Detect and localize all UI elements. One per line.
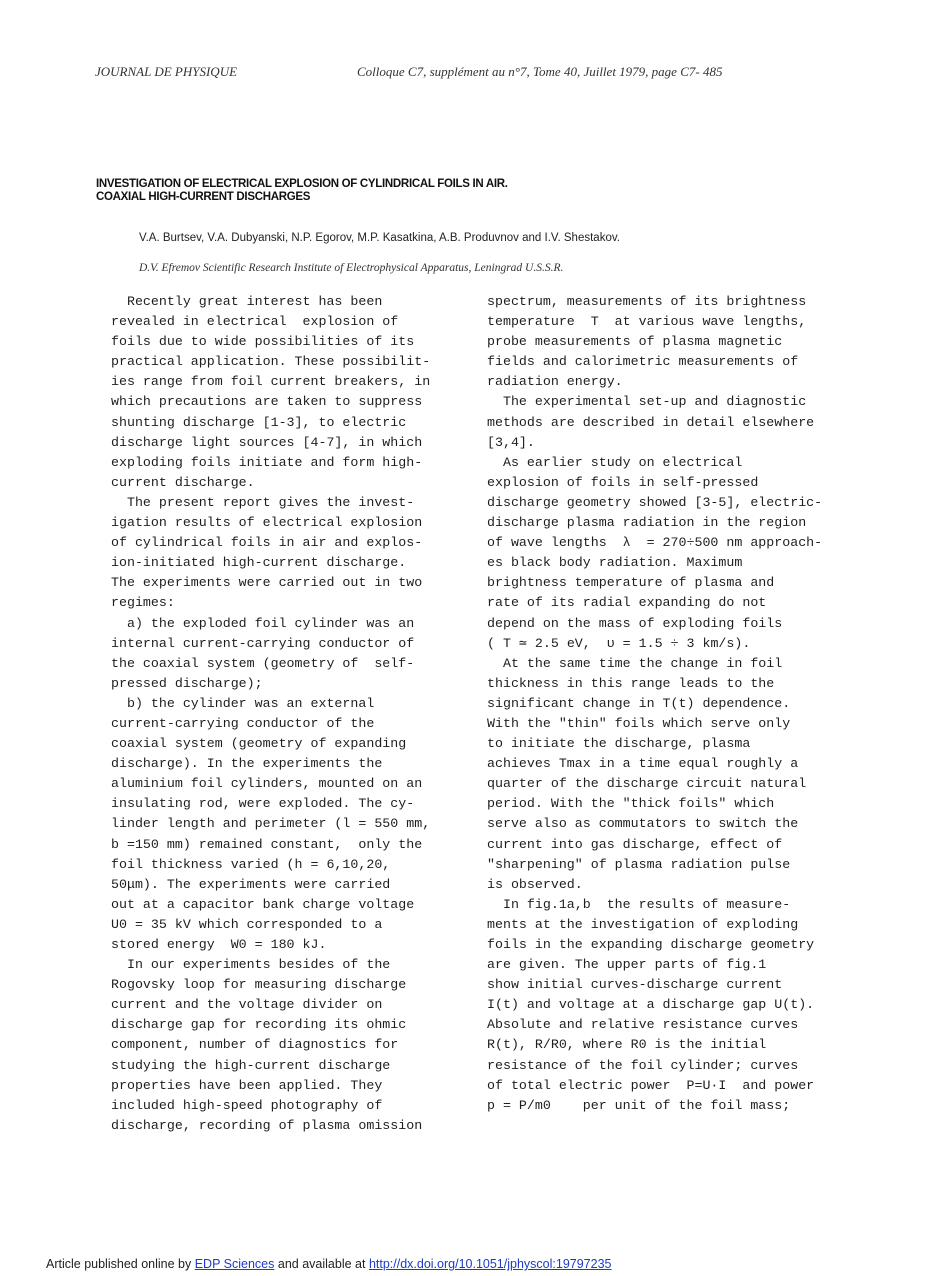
journal-name: JOURNAL DE PHYSIQUE <box>95 64 238 79</box>
right-column <box>487 292 835 1116</box>
text-line: revealed in electrical explosion of <box>111 314 399 330</box>
text-line: radiation energy. <box>487 374 623 390</box>
text-line: discharge). In the experiments the <box>111 756 383 772</box>
text-line: a) the exploded foil cylinder was an <box>111 615 415 631</box>
colloque-reference: Colloque C7, supplément au n°7, Tome 40, Juillet 1979, page C7- 485 <box>357 64 723 79</box>
text-line: The experiments were carried out in two <box>111 575 423 591</box>
text-line: component, number of diagnostics for <box>111 1037 399 1053</box>
text-line: spectrum, measurements of its brightness <box>487 294 807 309</box>
text-line: With the "thin" foils which serve only <box>487 715 791 731</box>
text-line: quarter of the discharge circuit natural <box>487 776 807 792</box>
text-line: es black body radiation. Maximum <box>487 555 743 571</box>
text-line: exploding foils initiate and form high- <box>111 454 423 470</box>
text-line: coaxial system (geometry of expanding <box>111 736 407 752</box>
text-line: serve also as commutators to switch the <box>487 816 799 832</box>
text-line: period. With the "thick foils" which <box>487 796 775 812</box>
affiliation: D.V. Efremov Scientific Research Institute of Electrophysical Apparatus, Leningrad U.S.S.R. <box>139 262 564 274</box>
text-line: I(t) and voltage at a discharge gap U(t). <box>487 997 815 1013</box>
text-line: b) the cylinder was an external <box>111 695 375 711</box>
text-line: At the same time the change in foil <box>487 655 783 671</box>
text-line: In our experiments besides of the <box>111 957 391 973</box>
text-line: As earlier study on electrical <box>487 454 743 470</box>
publisher-link[interactable]: EDP Sciences <box>194 1257 275 1271</box>
title-line-2: COAXIAL HIGH-CURRENT DISCHARGES <box>96 191 311 203</box>
text-line: stored energy W0 = 180 kJ. <box>111 937 327 952</box>
text-line: R(t), R/R0, where R0 is the initial <box>487 1037 767 1053</box>
text-line: achieves Tmax in a time equal roughly a <box>487 756 799 772</box>
text-line: foils in the expanding discharge geometry <box>487 937 815 952</box>
text-line: explosion of foils in self-pressed <box>487 474 759 490</box>
paper-title <box>96 178 796 204</box>
text-line: internal current-carrying conductor of <box>111 635 415 651</box>
footer-middle: and available at <box>277 1257 366 1271</box>
text-line: current discharge. <box>111 474 255 490</box>
text-line: ies range from foil current breakers, in <box>111 374 431 390</box>
text-line: methods are described in detail elsewhere <box>487 414 815 430</box>
text-line: ( T ≃ 2.5 eV, υ = 1.5 ÷ 3 km/s). <box>487 635 751 651</box>
text-line: regimes: <box>111 595 175 611</box>
text-line: temperature T at various wave lengths, <box>487 314 807 330</box>
text-line: "sharpening" of plasma radiation pulse <box>487 856 791 872</box>
text-line: Absolute and relative resistance curves <box>487 1017 799 1033</box>
text-line: are given. The upper parts of fig.1 <box>487 957 767 973</box>
text-line: rate of its radial expanding do not <box>487 595 767 611</box>
text-line: practical application. These possibilit- <box>111 354 431 370</box>
author-list: V.A. Burtsev, V.A. Dubyanski, N.P. Egorov, M.P. Kasatkina, A.B. Produvnov and I.V. Shestakov. <box>139 232 620 244</box>
text-line: pressed discharge); <box>111 675 263 691</box>
text-line: discharge plasma radiation in the region <box>487 515 807 531</box>
text-line: The present report gives the invest- <box>111 494 415 510</box>
text-line: properties have been applied. They <box>111 1077 383 1093</box>
text-line: Rogovsky loop for measuring discharge <box>111 977 407 993</box>
text-line: included high-speed photography of <box>111 1097 383 1113</box>
text-line: p = P/m0 per unit of the foil mass; <box>487 1097 791 1113</box>
title-line-1: INVESTIGATION OF ELECTRICAL EXPLOSION OF CYLINDRICAL FOILS IN AIR. <box>96 178 508 190</box>
text-line: fields and calorimetric measurements of <box>487 354 799 370</box>
text-line: aluminium foil cylinders, mounted on an <box>111 776 423 792</box>
text-line: to initiate the discharge, plasma <box>487 736 751 752</box>
doi-link[interactable]: http://dx.doi.org/10.1051/jphyscol:19797235 <box>368 1257 612 1271</box>
text-line: show initial curves-discharge current <box>487 977 783 993</box>
publication-footer <box>46 1257 611 1271</box>
text-line: U0 = 35 kV which corresponded to a <box>111 916 383 932</box>
text-line: is observed. <box>487 876 583 892</box>
text-line: shunting discharge [1-3], to electric <box>111 414 407 430</box>
text-line: [3,4]. <box>487 434 535 450</box>
text-line: the coaxial system (geometry of self- <box>111 655 415 671</box>
text-line: discharge, recording of plasma omission <box>111 1117 423 1133</box>
text-line: linder length and perimeter (l = 550 mm, <box>111 816 431 832</box>
text-line: of wave lengths λ = 270÷500 nm approach- <box>487 535 823 551</box>
text-line: ion-initiated high-current discharge. <box>111 555 407 571</box>
text-line: Recently great interest has been <box>111 294 383 309</box>
text-line: which precautions are taken to suppress <box>111 394 423 410</box>
text-line: significant change in T(t) dependence. <box>487 695 791 711</box>
text-line: discharge light sources [4-7], in which <box>111 434 423 450</box>
text-line: In fig.1a,b the results of measure- <box>487 896 791 912</box>
text-line: of cylindrical foils in air and explos- <box>111 535 423 551</box>
text-line: probe measurements of plasma magnetic <box>487 334 783 350</box>
text-line: foil thickness varied (h = 6,10,20, <box>111 856 391 872</box>
text-line: current and the voltage divider on <box>111 997 383 1013</box>
text-line: discharge geometry showed [3-5], electric- <box>487 494 823 510</box>
text-line: thickness in this range leads to the <box>487 675 775 691</box>
text-line: ments at the investigation of exploding <box>487 916 799 932</box>
text-line: current-carrying conductor of the <box>111 715 375 731</box>
text-line: current into gas discharge, effect of <box>487 836 783 852</box>
text-line: out at a capacitor bank charge voltage <box>111 896 415 912</box>
text-line: studying the high-current discharge <box>111 1057 391 1073</box>
footer-text: Article published online by <box>46 1257 192 1271</box>
text-line: The experimental set-up and diagnostic <box>487 394 807 410</box>
text-line: resistance of the foil cylinder; curves <box>487 1057 799 1073</box>
text-line: 50μm). The experiments were carried <box>111 876 391 892</box>
text-line: of total electric power P=U·I and power <box>487 1077 815 1093</box>
text-line: insulating rod, were exploded. The cy- <box>111 796 415 812</box>
text-line: b =150 mm) remained constant, only the <box>111 836 423 852</box>
text-line: discharge gap for recording its ohmic <box>111 1017 407 1033</box>
text-line: brightness temperature of plasma and <box>487 575 775 591</box>
text-line: depend on the mass of exploding foils <box>487 615 783 631</box>
left-column <box>111 292 456 1136</box>
text-line: igation results of electrical explosion <box>111 515 423 531</box>
text-line: foils due to wide possibilities of its <box>111 334 415 350</box>
